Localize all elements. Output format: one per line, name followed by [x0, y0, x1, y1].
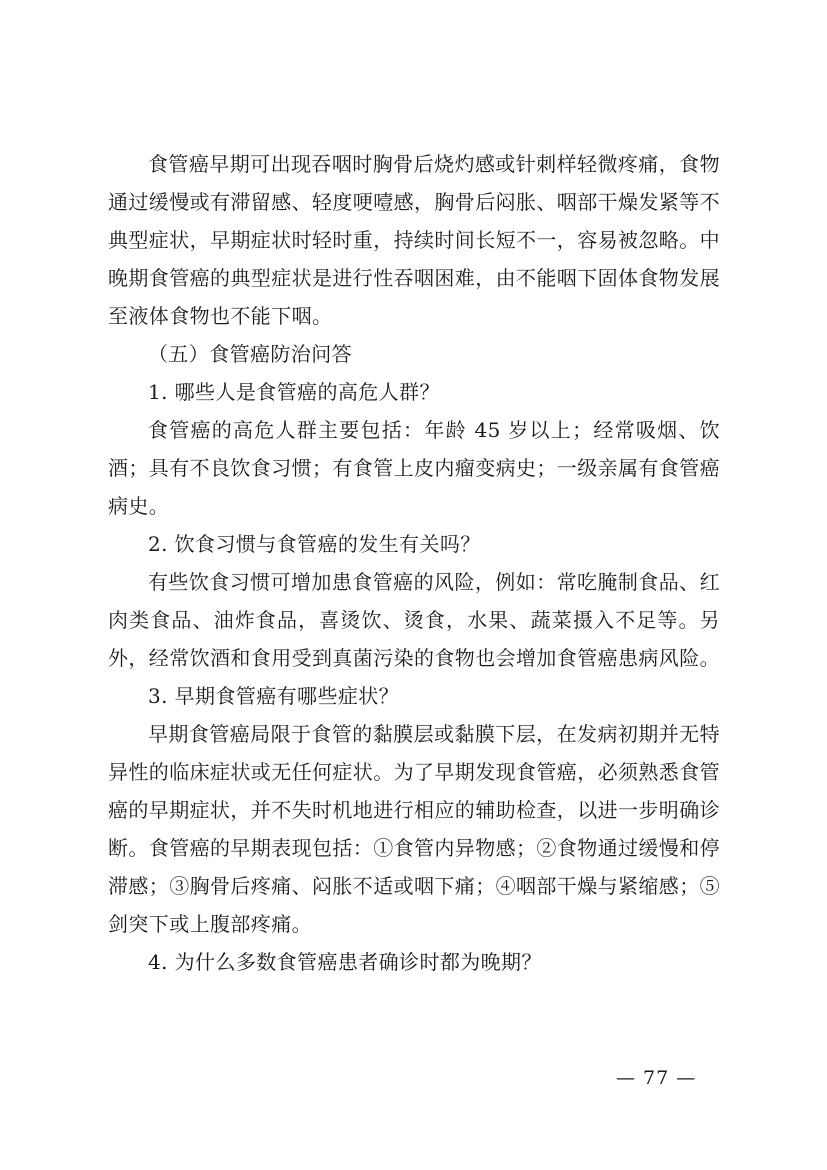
section-heading-qa: （五）食管癌防治问答	[148, 342, 352, 366]
body-text	[108, 145, 720, 981]
question-1: 1. 哪些人是食管癌的高危人群？	[148, 380, 440, 404]
answer-1: 食管癌的高危人群主要包括：年龄 45 岁以上；经常吸烟、饮酒；具有不良饮食习惯；有食管上皮内瘤变病史；一级亲属有食管癌病史。	[108, 418, 720, 518]
paragraph-symptoms: 食管癌早期可出现吞咽时胸骨后烧灼感或针刺样轻微疼痛，食物通过缓慢或有滞留感、轻度哽噎感，胸骨后闷胀、咽部干燥发紧等不典型症状，早期症状时轻时重，持续时间长短不一，容易被忽略。中晚期食管癌的典型症状是进行性吞咽困难，由不能咽下固体食物发展至液体食物也不能下咽。	[108, 152, 720, 328]
question-2: 2. 饮食习惯与食管癌的发生有关吗？	[148, 532, 481, 556]
page-number: — 77 —	[616, 1067, 697, 1089]
question-3: 3. 早期食管癌有哪些症状？	[148, 684, 400, 708]
answer-2: 有些饮食习惯可增加患食管癌的风险，例如：常吃腌制食品、红肉类食品、油炸食品，喜烫饮、烫食，水果、蔬菜摄入不足等。另外，经常饮酒和食用受到真菌污染的食物也会增加食管癌患病风险。	[108, 570, 720, 670]
question-4: 4. 为什么多数食管癌患者确诊时都为晚期？	[148, 950, 542, 974]
answer-3: 早期食管癌局限于食管的黏膜层或黏膜下层，在发病初期并无特异性的临床症状或无任何症状。为了早期发现食管癌，必须熟悉食管癌的早期症状，并不失时机地进行相应的辅助检查，以进一步明确诊断。食管癌的早期表现包括：①食管内异物感；②食物通过缓慢和停滞感；③胸骨后疼痛、闷胀不适或咽下痛；④咽部干燥与紧缩感；⑤剑突下或上腹部疼痛。	[108, 722, 720, 936]
